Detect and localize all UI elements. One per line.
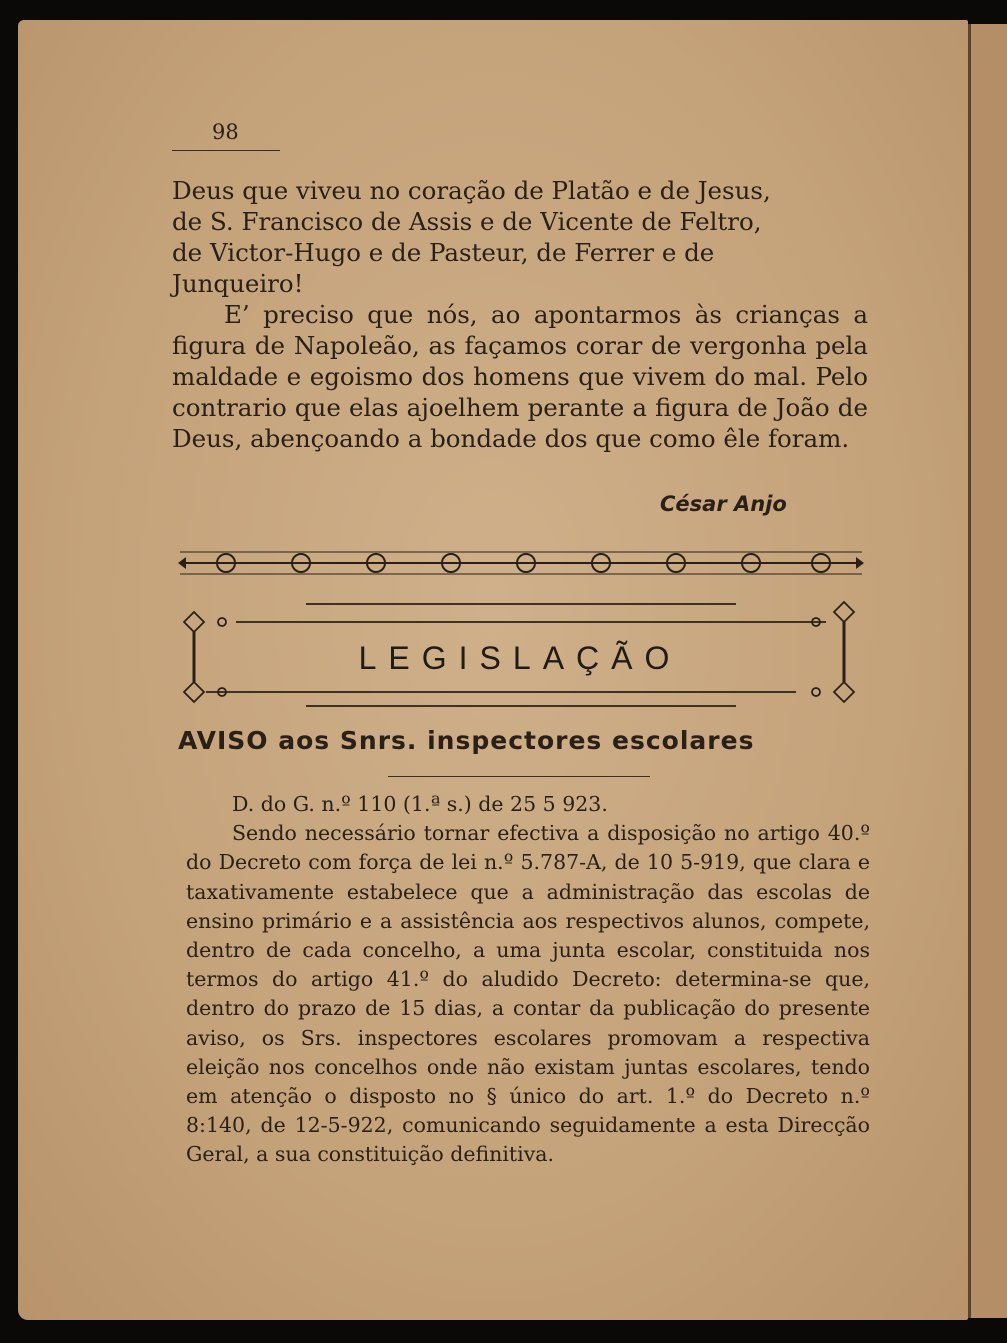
text-line: Junqueiro! — [172, 269, 304, 298]
decorative-divider — [176, 546, 866, 580]
closing-paragraph — [172, 175, 868, 454]
text-line: de Victor-Hugo e de Pasteur, de Ferrer e de — [172, 238, 715, 267]
adjacent-page-edge — [968, 24, 1007, 1318]
decree-reference: D. do G. n.º 110 (1.ª s.) de 25 5 923. — [232, 792, 608, 816]
author-signature: César Anjo — [660, 492, 787, 516]
notice-heading: AVISO aos Snrs. inspectores escolares — [178, 726, 755, 755]
page-number-rule — [172, 150, 280, 151]
text-line: de S. Francisco de Assis e de Vicente de Feltro, — [172, 207, 762, 236]
notice-body — [186, 790, 870, 1170]
section-title: LEGISLAÇÃO — [358, 640, 682, 676]
notice-text: Sendo necessário tornar efectiva a disposição no artigo 40.º do Decreto com força de lei n.º 5.787-A, de 10 5-919, que clara e taxativamente estabelece que a administração das escolas de ensino primário e a assistência aos respectivos alunos, compete, dentro de cada concelho, a uma junta escolar, constituida nos termos do artigo 41.º do aludido Decreto: determina-se que, dentro do prazo de 15 dias, a contar da publicação do presente aviso, os Srs. inspectores escolares promovam a respectiva eleição nos concelhos onde não existam juntas escolares, tendo em atenção o disposto no § único do art. 1.º do Decreto n.º 8:140, de 12-5-922, comunicando seguidamente a esta Direcção Geral, a sua constituição definitiva. — [186, 821, 870, 1167]
heading-rule — [388, 776, 650, 777]
text-line: Deus que viveu no coração de Platão e de Jesus, — [172, 176, 771, 205]
page-number: 98 — [212, 120, 239, 144]
paragraph-body: E’ preciso que nós, ao apontarmos às crianças a figura de Napoleão, as façamos corar de vergonha pela maldade e egoismo dos homens que vivem do mal. Pelo contrario que elas ajoelhem perante a figura de João de Deus, abençoando a bondade dos que como êle foram. — [172, 300, 868, 453]
